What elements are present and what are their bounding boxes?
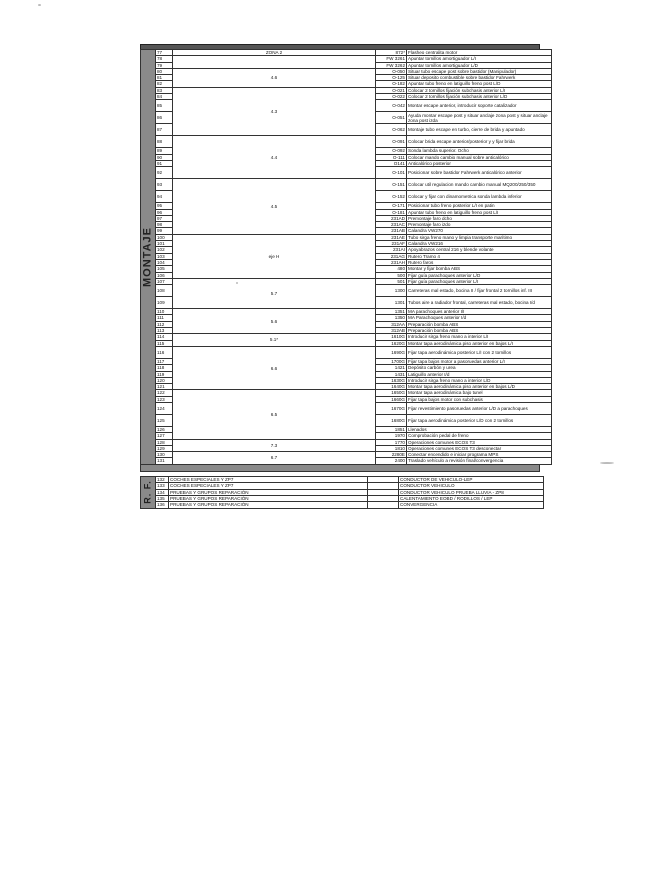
row-number: 98 bbox=[156, 222, 173, 228]
operation-description: Apuntar tornillos amortiguador L/D bbox=[407, 62, 552, 68]
operation-code: 1670G bbox=[376, 402, 407, 414]
zone-cell: 4.3 bbox=[173, 87, 376, 136]
operation-code: 1431 bbox=[376, 371, 407, 377]
operation-description: Fijar tapa bajos motor a pasoruedas anterior L/I bbox=[407, 358, 552, 364]
row-number: 126 bbox=[156, 426, 173, 432]
operation-description: Montar tapa aerodinámica piso anterior en bajos L/D bbox=[407, 384, 552, 390]
operation-description: Situar deposito combustible sobre bastidor Fahrwerk bbox=[407, 75, 552, 81]
operation-code: 1690G bbox=[376, 346, 407, 358]
operation-description: Apuntar tubo freno en latiguillo freno post L/D bbox=[407, 81, 552, 87]
row-number: 109 bbox=[156, 297, 173, 309]
operation-code: O-050 bbox=[376, 68, 407, 74]
row-number: 90 bbox=[156, 154, 173, 160]
row-number: 87 bbox=[156, 124, 173, 136]
row-number: 112 bbox=[156, 321, 173, 327]
row-number: 101 bbox=[156, 241, 173, 247]
operation-description: Ayuda montar escape post y situar anclaje zona post y situar anclaje zona post izda bbox=[407, 112, 552, 124]
operation-description: Traslado vehículo a revisión final/convergencia bbox=[407, 458, 552, 464]
operation-description: Flasheo centralita motor bbox=[407, 50, 552, 56]
row-number: 124 bbox=[156, 402, 173, 414]
montaje-table bbox=[140, 49, 552, 465]
rf-table bbox=[140, 476, 544, 509]
zone-cell: 4.4 bbox=[173, 136, 376, 179]
operation-code: 1851 bbox=[376, 426, 407, 432]
row-number: 129 bbox=[156, 445, 173, 451]
table-row bbox=[141, 136, 552, 148]
operation-code: 480 bbox=[376, 266, 407, 272]
row-number: 97 bbox=[156, 215, 173, 221]
operation-description: Apuntar tornillos amortiguador L/I bbox=[407, 56, 552, 62]
operation-description: Fijar guía parachoques anterior L/I bbox=[407, 278, 552, 284]
row-number: 93 bbox=[156, 179, 173, 191]
section-label-text: R. F. bbox=[142, 480, 153, 504]
operation-description: Rutero Tramo 4 bbox=[407, 253, 552, 259]
row-number: 103 bbox=[156, 253, 173, 259]
operation-description: Montar y fijar bomba ABS bbox=[407, 266, 552, 272]
row-number: 102 bbox=[156, 247, 173, 253]
row-number: 116 bbox=[156, 346, 173, 358]
row-number: 136 bbox=[156, 502, 169, 508]
operation-code: O-091 bbox=[376, 136, 407, 148]
row-number: 94 bbox=[156, 191, 173, 203]
row-number: 82 bbox=[156, 81, 173, 87]
zone-cell: eje H bbox=[173, 234, 376, 278]
row-number: 130 bbox=[156, 452, 173, 458]
operation-description: MA Parachoques anterior I/d bbox=[407, 315, 552, 321]
operation-description: MA parachoques anterior I/I bbox=[407, 309, 552, 315]
operation-description: Anticalórico posterior bbox=[407, 160, 552, 166]
operation-code: O-151 bbox=[376, 179, 407, 191]
operation-code: 1620G bbox=[376, 340, 407, 346]
zone-cell: ZONA 2 bbox=[173, 50, 376, 56]
operation-code: 312AA bbox=[376, 321, 407, 327]
zone-cell: 5.1* bbox=[173, 334, 376, 347]
document-sheet bbox=[140, 44, 548, 509]
operation-code: FW 3261 bbox=[376, 56, 407, 62]
zone-cell bbox=[173, 56, 376, 69]
row-number: 133 bbox=[156, 483, 169, 489]
row-number: 86 bbox=[156, 112, 173, 124]
operation-code: 231AG bbox=[376, 253, 407, 259]
operation-code: 231AE bbox=[376, 234, 407, 240]
operation-code: 2280E bbox=[376, 452, 407, 458]
row-number: 79 bbox=[156, 62, 173, 68]
operation-code: O-062 bbox=[376, 124, 407, 136]
row-number: 105 bbox=[156, 266, 173, 272]
row-number: 81 bbox=[156, 75, 173, 81]
operation-description: Colocar y fijar con dinamometrica sonda lambda inferior bbox=[407, 191, 552, 203]
operation-code: 1680G bbox=[376, 414, 407, 426]
operation-code: 1970 bbox=[376, 433, 407, 439]
operation-description: Calandra VW216 bbox=[407, 241, 552, 247]
operation-code: 231AH bbox=[376, 259, 407, 265]
operation-description: Calandra VW270 bbox=[407, 228, 552, 234]
operation-code: 1700G bbox=[376, 358, 407, 364]
row-number: 78 bbox=[156, 56, 173, 62]
row-number: 122 bbox=[156, 390, 173, 396]
operation-code: 1640G bbox=[376, 384, 407, 390]
operation-description: Preparación bomba ABS bbox=[407, 328, 552, 334]
operation-code: O-092 bbox=[376, 148, 407, 154]
table-row bbox=[141, 346, 552, 358]
row-number: 89 bbox=[156, 148, 173, 154]
operation-description: Colocar 2 tornillos fijación subchasis anterior L/D bbox=[407, 94, 552, 100]
operation-code: 1300 bbox=[376, 285, 407, 297]
operation-code: 1810 bbox=[376, 445, 407, 451]
operation-code: O-022 bbox=[376, 94, 407, 100]
operation-description: Comprobación pedal de freno bbox=[407, 433, 552, 439]
operation-code: 231AD bbox=[376, 215, 407, 221]
operation-description: Situar tubo escape post sobre bastidor (Manipulador) bbox=[407, 68, 552, 74]
section-label-text: MONTAJE bbox=[141, 226, 154, 287]
operation-description: Fijar revestimiento pasoruedas anterior L/D a parachoques bbox=[407, 402, 552, 414]
row-number: 85 bbox=[156, 100, 173, 112]
rf-assignment: CONDUCTOR DE VEHICULO-LEP bbox=[399, 476, 544, 482]
row-number: 114 bbox=[156, 334, 173, 340]
zone-cell: 6.7 bbox=[173, 452, 376, 465]
operation-code: 1421 bbox=[376, 365, 407, 371]
row-number: 108 bbox=[156, 285, 173, 297]
rf-assignment: CALENTAMIENTO EOBD / RODILLOS / LEP bbox=[399, 495, 544, 501]
operation-code: O-021 bbox=[376, 87, 407, 93]
operation-description: Sonda lambda superior. Ocho bbox=[407, 148, 552, 154]
operation-code: 231AC bbox=[376, 222, 407, 228]
row-number: 125 bbox=[156, 414, 173, 426]
operation-code: O141 bbox=[376, 160, 407, 166]
zone-cell: 5.6 bbox=[173, 309, 376, 334]
row-number: 99 bbox=[156, 228, 173, 234]
operation-code: FW 3262 bbox=[376, 62, 407, 68]
operation-code: 1610G bbox=[376, 334, 407, 340]
operation-description: Introducir sirga freno mano a interior L/D bbox=[407, 377, 552, 383]
operation-description: Preparación bomba ABS bbox=[407, 321, 552, 327]
row-number: 131 bbox=[156, 458, 173, 464]
operation-description: Operaciones comunes ECOS T3 desconectar bbox=[407, 445, 552, 451]
zone-cell: 4.6 bbox=[173, 68, 376, 87]
row-number: 134 bbox=[156, 489, 169, 495]
operation-description: Tubo sirga freno mano y limpia transporte marítimo bbox=[407, 234, 552, 240]
operation-description: Tubos aire a radiador frontal, carreteras mal estado, bocina I/d bbox=[407, 297, 552, 309]
rf-group: PRUEBAS Y GRUPOS REPARACIÓN bbox=[169, 489, 368, 495]
table-row bbox=[141, 68, 552, 74]
operation-description: Colocar mando cambio manual sobre anticalórico bbox=[407, 154, 552, 160]
operation-description: Operaciones comunes ECOS T3 bbox=[407, 439, 552, 445]
operation-description: Fijar tapa aerodinámica posterior L/D con 2 tornillos bbox=[407, 414, 552, 426]
rf-group: PRUEBAS Y GRUPOS REPARACIÓN bbox=[169, 502, 368, 508]
row-number: 132 bbox=[156, 476, 169, 482]
row-number: 91 bbox=[156, 160, 173, 166]
zone-cell: 4.5 bbox=[173, 179, 376, 234]
operation-description: Colocar util regulacion mando cambio manual MQ200/250/350 bbox=[407, 179, 552, 191]
operation-code: 1650G bbox=[376, 390, 407, 396]
operation-code: O-111 bbox=[376, 154, 407, 160]
operation-description: Montaje tubo escape en turbo, cierre de brida y apuntado bbox=[407, 124, 552, 136]
operation-description: Fijar tapa bajos motor con subchasis bbox=[407, 396, 552, 402]
operation-description: Rutero faros bbox=[407, 259, 552, 265]
operation-code: O-051 bbox=[376, 112, 407, 124]
operation-description: Fijar tapa aerodinámica posterior L/I con 2 tornillos bbox=[407, 346, 552, 358]
operation-description: Llenados bbox=[407, 426, 552, 432]
operation-code: 500 bbox=[376, 272, 407, 278]
row-number: 83 bbox=[156, 87, 173, 93]
operation-code: O-125 bbox=[376, 75, 407, 81]
row-number: 80 bbox=[156, 68, 173, 74]
row-number: 121 bbox=[156, 384, 173, 390]
operation-code: 1630G bbox=[376, 377, 407, 383]
operation-description: Fijar guía parachoques anterior L/D bbox=[407, 272, 552, 278]
operation-description: Apuntar tubo freno en latiguillo freno post L/I bbox=[407, 209, 552, 215]
row-number: 115 bbox=[156, 340, 173, 346]
operation-code: 1350 bbox=[376, 315, 407, 321]
operation-code: 1301 bbox=[376, 297, 407, 309]
operation-code: 1660G bbox=[376, 396, 407, 402]
operation-description: Premontaje faro izdo bbox=[407, 222, 552, 228]
row-number: 110 bbox=[156, 309, 173, 315]
row-number: 128 bbox=[156, 439, 173, 445]
operation-code: 312AB bbox=[376, 328, 407, 334]
operation-code: O-101 bbox=[376, 167, 407, 179]
row-number: 100 bbox=[156, 234, 173, 240]
operation-code: 231AB bbox=[376, 228, 407, 234]
section-label-montaje bbox=[141, 50, 156, 465]
operation-description: Conectar encendido e iniciar programa MPS bbox=[407, 452, 552, 458]
operation-code: 501 bbox=[376, 278, 407, 284]
table-row bbox=[141, 234, 552, 240]
row-number: 92 bbox=[156, 167, 173, 179]
rf-group: PRUEBAS Y GRUPOS REPARACIÓN bbox=[169, 495, 368, 501]
rf-row bbox=[141, 502, 544, 508]
operation-description: Montar tapa aerodinámica piso anterior en bajos L/I bbox=[407, 340, 552, 346]
row-number: 120 bbox=[156, 377, 173, 383]
operation-description: Posicionar tubo freno posterior L/I en patin bbox=[407, 203, 552, 209]
table-row bbox=[141, 87, 552, 93]
table-row bbox=[141, 179, 552, 191]
row-number: 113 bbox=[156, 328, 173, 334]
row-number: 117 bbox=[156, 358, 173, 364]
row-number: 106 bbox=[156, 272, 173, 278]
operation-description: Premontaje faro dcho bbox=[407, 215, 552, 221]
operation-description: Carreteras mal estado, bocina II / fijar frontal 2 tornillos inf. III bbox=[407, 285, 552, 297]
zone-cell: 6.5 bbox=[173, 390, 376, 439]
operation-code: O-181 bbox=[376, 209, 407, 215]
operation-code: O-042 bbox=[376, 100, 407, 112]
rf-group: COCHES ESPECIALES Y ZP7 bbox=[169, 476, 368, 482]
operation-code: 2400 bbox=[376, 458, 407, 464]
section-divider bbox=[140, 465, 540, 472]
operation-description: Latiguillo anterior I/d bbox=[407, 371, 552, 377]
row-number: 88 bbox=[156, 136, 173, 148]
operation-description: Montar escape anterior, introducir soporte catalizador bbox=[407, 100, 552, 112]
table-row bbox=[141, 452, 552, 458]
row-number: 135 bbox=[156, 495, 169, 501]
row-number: 123 bbox=[156, 396, 173, 402]
row-number: 118 bbox=[156, 365, 173, 371]
row-number: 107 bbox=[156, 278, 173, 284]
operation-code: 1351 bbox=[376, 309, 407, 315]
operation-description: Apoyabrazos central 216 y blende volante bbox=[407, 247, 552, 253]
operation-code: O-152 bbox=[376, 191, 407, 203]
operation-code: O-182 bbox=[376, 81, 407, 87]
operation-description: Colocar 2 tornillos fijación subchasis anterior L/I bbox=[407, 87, 552, 93]
row-number: 96 bbox=[156, 209, 173, 215]
operation-description: Colocar brida escape anterior/posterior y y fijar brida bbox=[407, 136, 552, 148]
row-number: 104 bbox=[156, 259, 173, 265]
row-number: 111 bbox=[156, 315, 173, 321]
rf-assignment: CONDUCTOR VEHICULO PRUEBA LLUVIA - ZP8 bbox=[399, 489, 544, 495]
rf-assignment: CONDUCTOR VEHICULO bbox=[399, 483, 544, 489]
operation-description: Montar tapa aerodinámica bajo tunel bbox=[407, 390, 552, 396]
row-number: 95 bbox=[156, 203, 173, 209]
rf-group: COCHES ESPECIALES Y ZP7 bbox=[169, 483, 368, 489]
rf-assignment: CONVERGENCIA bbox=[399, 502, 544, 508]
section-label-rf bbox=[141, 476, 156, 508]
row-number: 127 bbox=[156, 433, 173, 439]
operation-description: Depósito carbón y urea bbox=[407, 365, 552, 371]
rf-empty-cell bbox=[368, 502, 399, 508]
row-number: 84 bbox=[156, 94, 173, 100]
row-number: 77 bbox=[156, 50, 173, 56]
operation-code: 231AF bbox=[376, 241, 407, 247]
operation-code: 872* bbox=[376, 50, 407, 56]
operation-code: 231AI bbox=[376, 247, 407, 253]
operation-description: Introducir sirga freno mano a interior L/I bbox=[407, 334, 552, 340]
zone-cell: 5.7 bbox=[173, 278, 376, 308]
operation-code: O-171 bbox=[376, 203, 407, 209]
zone-cell: 7.3 bbox=[173, 439, 376, 452]
operation-code: 1770 bbox=[376, 439, 407, 445]
row-number: 119 bbox=[156, 371, 173, 377]
zone-cell: 6.6 bbox=[173, 346, 376, 389]
operation-description: Posicionar sobre bastidor Fahrwerk anticalórico anterior bbox=[407, 167, 552, 179]
